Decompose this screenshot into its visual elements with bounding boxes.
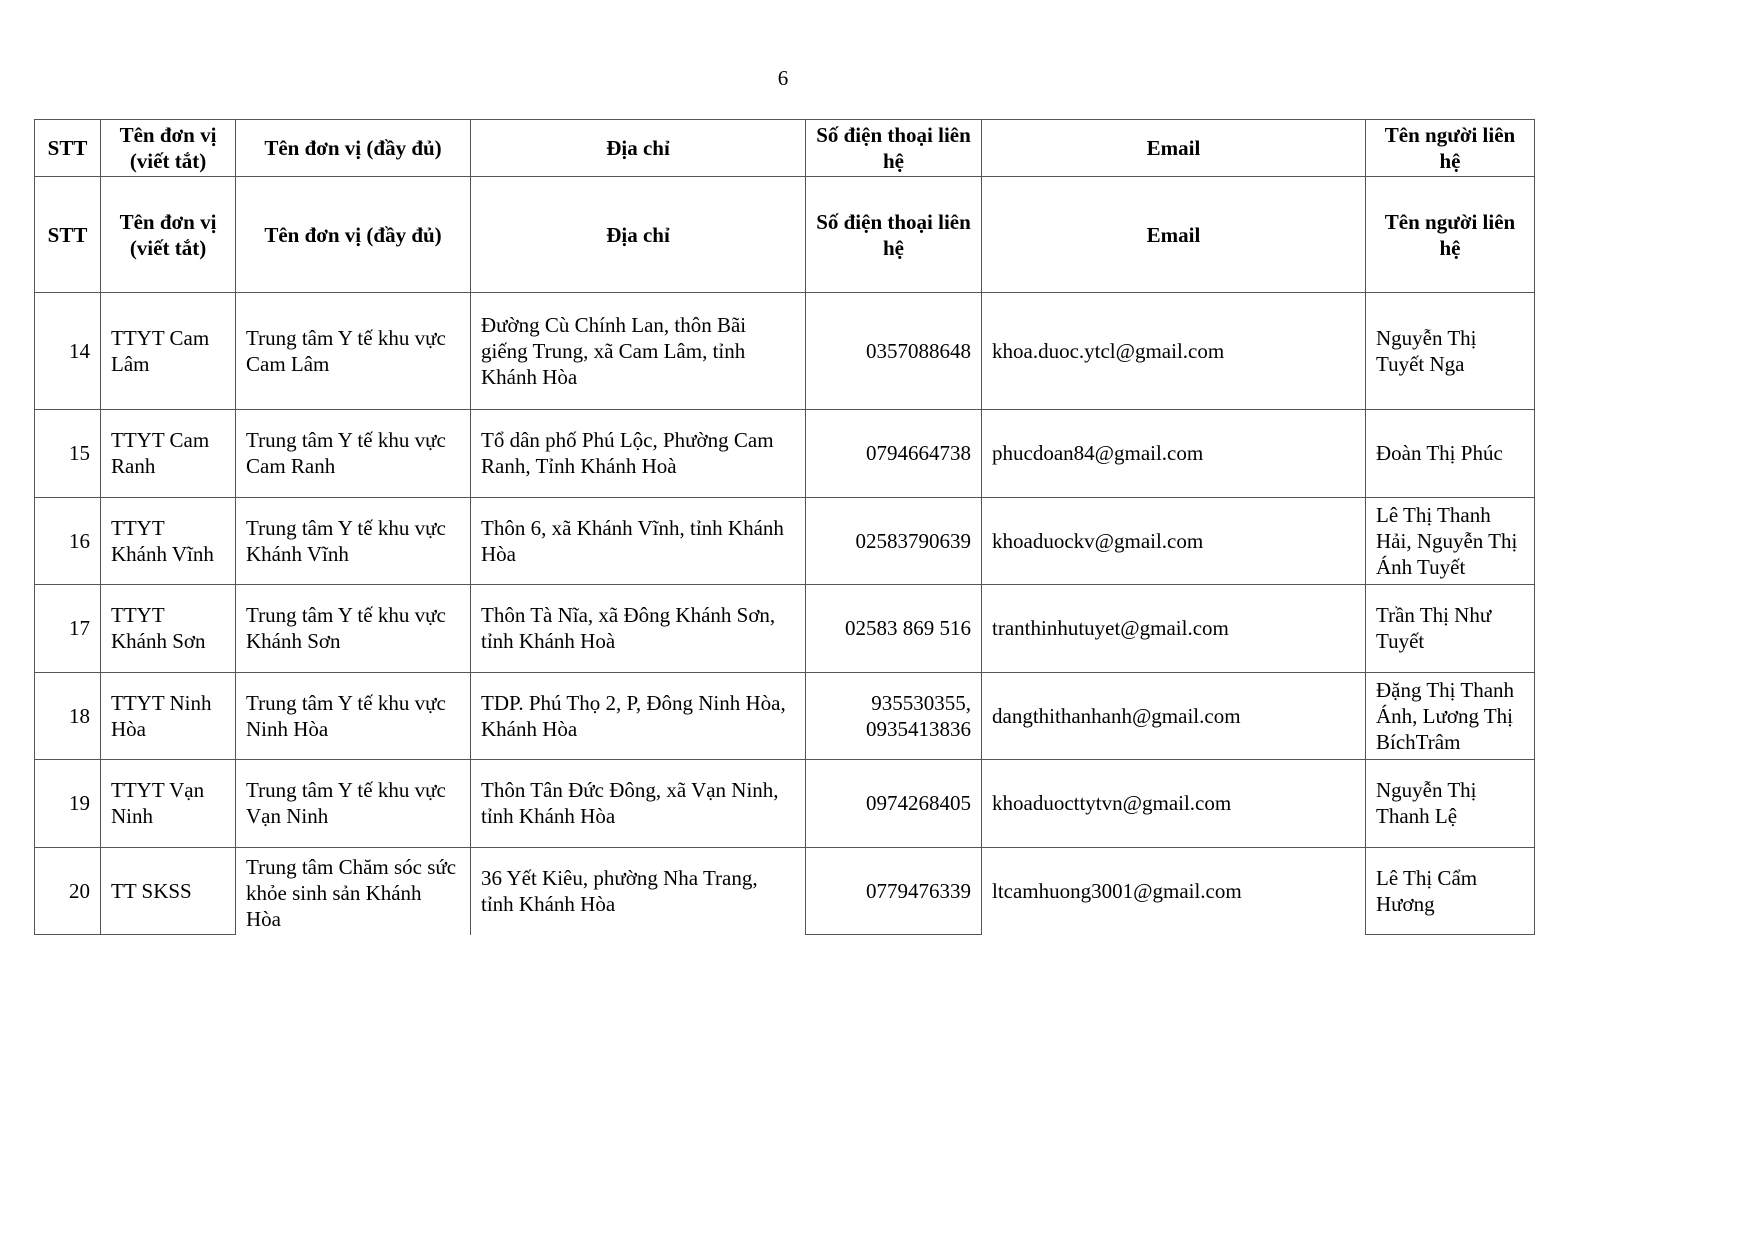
cell-contact-person: Lê Thị Thanh Hải, Nguyễn Thị Ánh Tuyết bbox=[1366, 497, 1535, 585]
cell-stt: 14 bbox=[35, 293, 101, 410]
cell-contact-person: Đặng Thị Thanh Ánh, Lương Thị BíchTrâm bbox=[1366, 672, 1535, 760]
cell-phone: 02583790639 bbox=[806, 497, 982, 585]
header-full-name: Tên đơn vị (đầy đủ) bbox=[236, 177, 471, 293]
header-phone: Số điện thoại liên hệ bbox=[806, 120, 982, 177]
cell-stt: 19 bbox=[35, 760, 101, 848]
cell-address: Thôn Tân Đức Đông, xã Vạn Ninh, tỉnh Khánh Hòa bbox=[471, 760, 806, 848]
cell-full-name: Trung tâm Y tế khu vực Cam Ranh bbox=[236, 410, 471, 498]
table-row bbox=[35, 585, 1535, 673]
header-contact-person: Tên người liên hệ bbox=[1366, 120, 1535, 177]
cell-stt: 20 bbox=[35, 847, 101, 935]
cell-email: ltcamhuong3001@gmail.com bbox=[982, 847, 1366, 935]
cell-email: khoaduocttytvn@gmail.com bbox=[982, 760, 1366, 848]
cell-contact-person: Trần Thị Như Tuyết bbox=[1366, 585, 1535, 673]
table-row bbox=[35, 847, 1535, 935]
header-email: Email bbox=[982, 120, 1366, 177]
header-short-name: Tên đơn vị (viết tắt) bbox=[101, 120, 236, 177]
header-stt: STT bbox=[35, 177, 101, 293]
contacts-table bbox=[34, 119, 1535, 935]
header-short-name: Tên đơn vị (viết tắt) bbox=[101, 177, 236, 293]
header-row-repeat bbox=[35, 177, 1535, 293]
cell-email: tranthinhutuyet@gmail.com bbox=[982, 585, 1366, 673]
cell-contact-person: Lê Thị Cẩm Hương bbox=[1366, 847, 1535, 935]
cell-stt: 15 bbox=[35, 410, 101, 498]
header-phone: Số điện thoại liên hệ bbox=[806, 177, 982, 293]
table-row bbox=[35, 293, 1535, 410]
cell-stt: 17 bbox=[35, 585, 101, 673]
header-full-name: Tên đơn vị (đầy đủ) bbox=[236, 120, 471, 177]
cell-address: Thôn 6, xã Khánh Vĩnh, tỉnh Khánh Hòa bbox=[471, 497, 806, 585]
cell-short-name: TTYT Khánh Sơn bbox=[101, 585, 236, 673]
table-row bbox=[35, 672, 1535, 760]
cell-full-name: Trung tâm Y tế khu vực Ninh Hòa bbox=[236, 672, 471, 760]
cell-short-name: TTYT Cam Ranh bbox=[101, 410, 236, 498]
cell-email: phucdoan84@gmail.com bbox=[982, 410, 1366, 498]
cell-email: dangthithanhanh@gmail.com bbox=[982, 672, 1366, 760]
cell-phone: 0794664738 bbox=[806, 410, 982, 498]
cell-phone: 0779476339 bbox=[806, 847, 982, 935]
header-address: Địa chỉ bbox=[471, 177, 806, 293]
cell-phone: 0974268405 bbox=[806, 760, 982, 848]
cell-full-name: Trung tâm Chăm sóc sức khỏe sinh sản Khánh Hòa bbox=[236, 847, 471, 935]
cell-address: Thôn Tà Nĩa, xã Đông Khánh Sơn, tỉnh Khánh Hoà bbox=[471, 585, 806, 673]
cell-phone: 935530355, 0935413836 bbox=[806, 672, 982, 760]
cell-stt: 18 bbox=[35, 672, 101, 760]
table-row bbox=[35, 760, 1535, 848]
cell-short-name: TTYT Cam Lâm bbox=[101, 293, 236, 410]
cell-email: khoa.duoc.ytcl@gmail.com bbox=[982, 293, 1366, 410]
cell-full-name: Trung tâm Y tế khu vực Vạn Ninh bbox=[236, 760, 471, 848]
cell-short-name: TTYT Vạn Ninh bbox=[101, 760, 236, 848]
cell-contact-person: Nguyễn Thị Thanh Lệ bbox=[1366, 760, 1535, 848]
cell-contact-person: Đoàn Thị Phúc bbox=[1366, 410, 1535, 498]
cell-address: Tổ dân phố Phú Lộc, Phường Cam Ranh, Tỉnh Khánh Hoà bbox=[471, 410, 806, 498]
cell-phone: 0357088648 bbox=[806, 293, 982, 410]
cell-full-name: Trung tâm Y tế khu vực Khánh Sơn bbox=[236, 585, 471, 673]
cell-stt: 16 bbox=[35, 497, 101, 585]
cell-address: TDP. Phú Thọ 2, P, Đông Ninh Hòa, Khánh Hòa bbox=[471, 672, 806, 760]
header-address: Địa chỉ bbox=[471, 120, 806, 177]
page-number: 6 bbox=[777, 66, 789, 90]
table-row bbox=[35, 497, 1535, 585]
header-email: Email bbox=[982, 177, 1366, 293]
cell-short-name: TTYT Ninh Hòa bbox=[101, 672, 236, 760]
cell-address: 36 Yết Kiêu, phường Nha Trang, tỉnh Khánh Hòa bbox=[471, 847, 806, 935]
cell-full-name: Trung tâm Y tế khu vực Khánh Vĩnh bbox=[236, 497, 471, 585]
header-row bbox=[35, 120, 1535, 177]
cell-short-name: TTYT Khánh Vĩnh bbox=[101, 497, 236, 585]
cell-address: Đường Cù Chính Lan, thôn Bãi giếng Trung, xã Cam Lâm, tỉnh Khánh Hòa bbox=[471, 293, 806, 410]
cell-phone: 02583 869 516 bbox=[806, 585, 982, 673]
header-contact-person: Tên người liên hệ bbox=[1366, 177, 1535, 293]
cell-short-name: TT SKSS bbox=[101, 847, 236, 935]
cell-email: khoaduockv@gmail.com bbox=[982, 497, 1366, 585]
cell-full-name: Trung tâm Y tế khu vực Cam Lâm bbox=[236, 293, 471, 410]
table-row bbox=[35, 410, 1535, 498]
header-stt: STT bbox=[35, 120, 101, 177]
cell-contact-person: Nguyễn Thị Tuyết Nga bbox=[1366, 293, 1535, 410]
